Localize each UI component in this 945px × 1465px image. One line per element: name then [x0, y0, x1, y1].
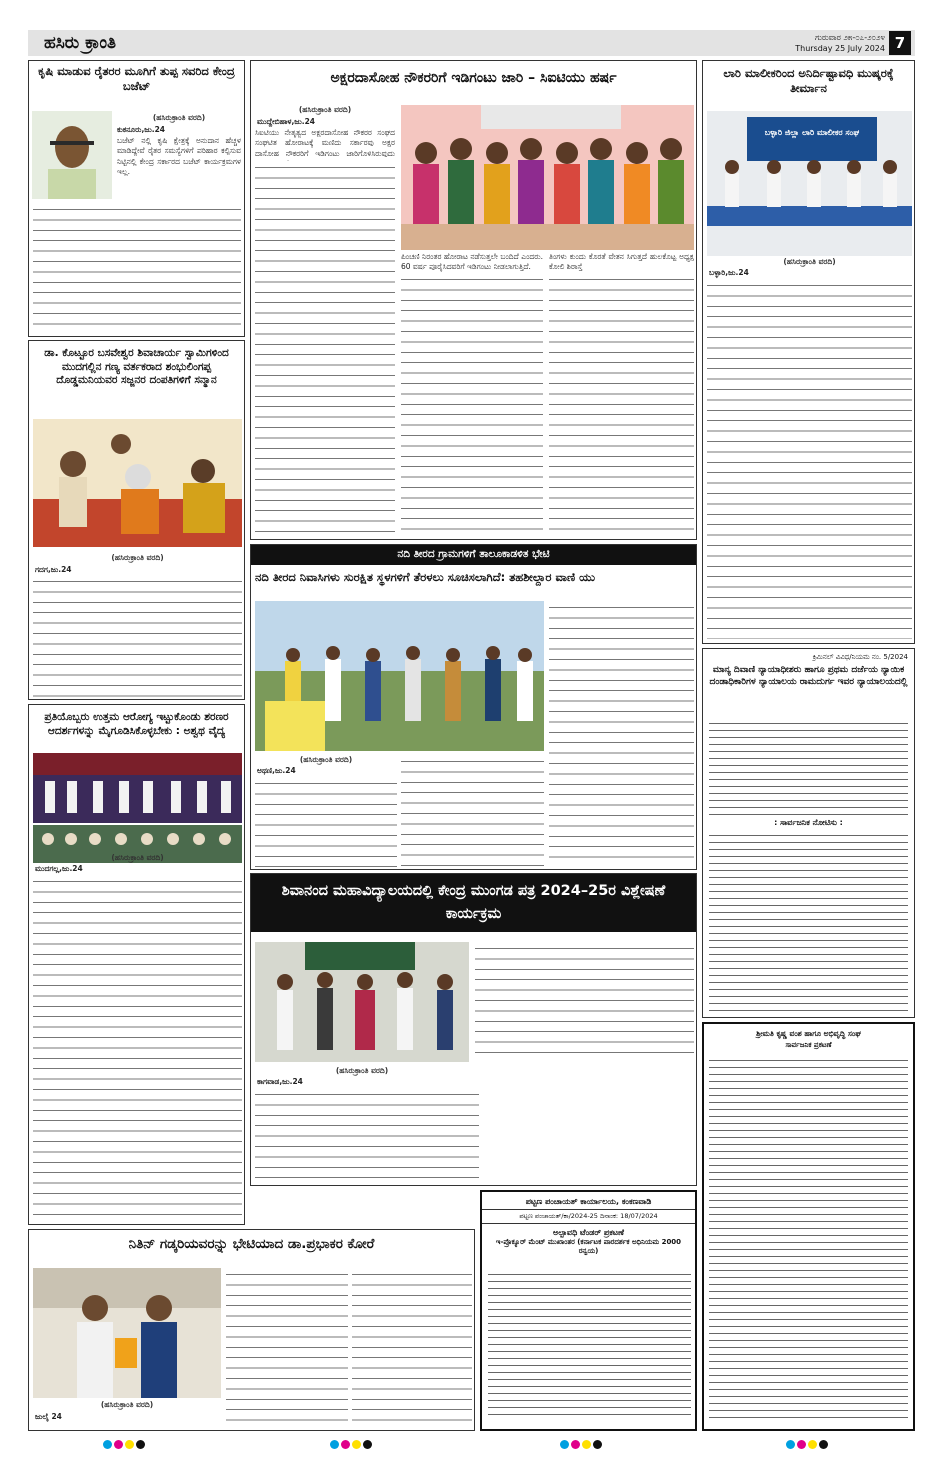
article-body-lead: ಬಜೆಟ್ ನಲ್ಲಿ ಕೃಷಿ ಕ್ಷೇತ್ರಕ್ಕೆ ಅನುದಾನ ಹೆಚ್ಚಳ ಮಾಡಿದ್ದೇವೆ ರೈತರ ಸಮಸ್ಯೆಗಳಿಗೆ ಪರಿಹಾರ ಕಲ್ಪಿಸುವ ನಿಟ್ಟಿನಲ್ಲಿ ಕೇಂದ್ರ ಸರ್ಕಾರದ ಬಜೆಟ್ ಕಾರ್ಯಕ್ರಮಗಳ ಇಲ್ಲ.	[117, 136, 241, 177]
article-budget-farmers	[28, 60, 245, 337]
article-dateline: ಜುಲೈ 24	[35, 1412, 62, 1421]
tender-ref: ಪಟ್ಟಣ ಪಂಚಾಯತ್/ಕಾ/2024-25 ದಿನಾಂಕ: 18/07/2024	[482, 1209, 695, 1224]
tender-office: ಪಟ್ಟಣ ಪಂಚಾಯತ್ ಕಾರ್ಯಾಲಯ, ಕಂಕಣವಾಡಿ	[525, 1197, 652, 1206]
registration-marks-1	[103, 1440, 145, 1449]
article-headline: ನಿತಿನ್ ಗಡ್ಕರಿಯವರನ್ನು ಭೇಟಿಯಾದ ಡಾ.ಪ್ರಭಾಕರ ಕೋರೆ	[128, 1236, 375, 1252]
article-dateline: ಮುದ್ದೇಬಿಹಾಳ,ಜು.24	[257, 117, 316, 126]
article-dateline: ಬಳ್ಳಾರಿ,ಜು.24	[709, 268, 749, 277]
registration-marks-2	[330, 1440, 372, 1449]
article-headline: ಅಕ್ಷರದಾಸೋಹ ನೌಕರರಿಗೆ ಇಡಿಗಂಟು ಜಾರಿ – ಸಿಐಟಿಯು ಹರ್ಷ	[330, 70, 617, 86]
article-body-col2	[549, 601, 694, 867]
article-body-col3-lead: ಪಿಂಚಣಿ ನಿರಂತರ ಹೋರಾಟ ನಡೆಸುತ್ತಲೇ ಬಂದಿದೆ ಎಂದರು. 60 ವರ್ಷ ಪೂರೈಸಿದವರಿಗೆ ಇಡಿಗಂಟು ನೀಡಲಾಗುತ್ತಿದೆ.	[401, 252, 543, 272]
article-body-col3	[352, 1268, 472, 1426]
association-banner: ಬಳ್ಳಾರಿ ಜಿಲ್ಲಾ ಲಾರಿ ಮಾಲೀಕರ ಸಂಘ	[764, 128, 860, 137]
article-byline: (ಹಸಿರುಕ್ರಾಂತಿ ವರದಿ)	[335, 1066, 389, 1075]
court-section-title: : ಸಾರ್ವಜನಿಕ ನೋಟಿಸು :	[774, 818, 843, 827]
notice-body-text	[709, 1056, 908, 1424]
tender-notice	[480, 1190, 697, 1431]
tender-subtitle: ಇ-ಪ್ರೊಕ್ಯೂರ್ ಮೆಂಟ್ ಮುಖಾಂತರ (ಕರ್ನಾಟಕ ಪಾರದರ್ಶಕ ಅಧಿನಿಯಮ 2000 ರನ್ವಯ)	[495, 1238, 682, 1255]
article-body-col4	[549, 273, 694, 537]
article-gadkari-kore	[28, 1229, 475, 1431]
masthead-title: ಹಸಿರು ಕ್ರಾಂತಿ	[44, 33, 117, 53]
article-byline: (ಹಸಿರುಕ್ರಾಂತಿ ವರದಿ)	[111, 553, 164, 562]
public-notice	[702, 1022, 915, 1431]
article-byline: (ಹಸಿರುಕ್ರಾಂತಿ ವರದಿ)	[152, 113, 206, 122]
article-body-lead: ಸಿಐಟಿಯು ನೇತೃತ್ವದ ಅಕ್ಷರದಾಸೋಹ ನೌಕರರ ಸಂಘದ ಸಂಘಟಿತ ಹೋರಾಟಕ್ಕೆ ಮಣಿದು ಸರ್ಕಾರವು ಅಕ್ಷರ ದಾಸೋಹ ನೌಕರರಿಗೆ ಇಡಿಗಂಟು ಜಾರಿಗೊಳಿಸಿರುವುದು	[255, 128, 395, 158]
felicitation-photo	[33, 419, 242, 547]
issue-date-kannada: ಗುರುವಾರ ೨೫-೦೭-೨೦೨೪	[815, 33, 885, 42]
article-shivananda-budget	[250, 873, 697, 1186]
header-bar	[28, 30, 915, 56]
article-body-col2	[226, 1268, 348, 1426]
article-body-col4-lead: ತಿಂಗಳು ಕುಂದು ಕೊರತೆ ವೇತನ ಸಿಗುತ್ತದೆ ಹುಲಕೊಟ್ಟ ಅಧ್ಯಕ್ಷ ಕೋಲಿ ಶಿರಾಸ್ತೆ	[549, 252, 694, 272]
article-byline: (ಹಸಿರುಕ್ರಾಂತಿ ವರದಿ)	[111, 853, 164, 862]
article-headline: ಲಾರಿ ಮಾಲೀಕರಿಂದ ಅನಿರ್ದಿಷ್ಟಾವಧಿ ಮುಷ್ಕರಕ್ಕೆ ತೀರ್ಮಾನ	[723, 66, 894, 95]
article-body-text	[33, 575, 242, 697]
article-akshara-dasoha	[250, 60, 697, 540]
article-lorry-strike	[702, 60, 915, 644]
article-byline: (ಹಸಿರುಕ್ರಾಂತಿ ವರದಿ)	[100, 1400, 154, 1409]
article-body-text	[33, 203, 241, 333]
workers-group-photo	[401, 105, 694, 250]
article-headline: ಪ್ರತಿಯೊಬ್ಬರು ಉತ್ತಮ ಆರೋಗ್ಯ ಇಟ್ಟುಕೊಂಡು ಶರಣರ ಆದರ್ಶಗಳನ್ನು ಮೈಗೂಡಿಸಿಕೊಳ್ಳಬೇಕು : ಅಶ್ವಥ ವೈದ್ಯ	[44, 711, 229, 737]
registration-marks-3	[560, 1440, 602, 1449]
tender-title: ಅಲ್ಪಾವಧಿ ಟೆಂಡರ್ ಪ್ರಕಟಣೆ	[553, 1228, 624, 1237]
article-byline: (ಹಸಿರುಕ್ರಾಂತಿ ವರದಿ)	[298, 105, 352, 114]
article-body-col2	[475, 942, 694, 1062]
issue-date-english: Thursday 25 July 2024	[795, 44, 885, 53]
issue-date	[795, 32, 885, 54]
article-body-col1	[255, 1088, 479, 1182]
court-ref: ಕ್ರಿಮಿನಲ್ ವಿವಿಧ/ನಿಯಮ ನಂ. 5/2024	[812, 653, 908, 661]
notice-title: ಶ್ರೀಮತಿ ಕೃಷ್ಣ ವಂಶ ಹಾಗೂ ಅಭಿವೃದ್ಧಿ ಸಂಘ	[756, 1029, 861, 1038]
article-byline: (ಹಸಿರುಕ್ರಾಂತಿ ವರದಿ)	[299, 755, 353, 764]
page-number: 7	[889, 31, 911, 55]
article-byline: (ಹಸಿರುಕ್ರಾಂತಿ ವರದಿ)	[783, 257, 836, 266]
article-headline: ಕೃಷಿ ಮಾಡುವ ರೈತರರ ಮೂಗಿಗೆ ತುಪ್ಪ ಸವರಿದ ಕೇಂದ್ರ ಬಜೆಟ್	[38, 64, 235, 93]
article-swamiji-honour	[28, 340, 245, 700]
article-kicker: ನದಿ ತೀರದ ಗ್ರಾಮಗಳಿಗೆ ತಾಲೂಕಾಡಳಿತ ಭೇಟಿ	[251, 545, 696, 565]
article-dateline: ಮುದಗಲ್ಲ,ಜು.24	[35, 864, 83, 873]
article-river-villages	[250, 544, 697, 870]
notice-subtitle: ಸಾರ್ವಜನಿಕ ಪ್ರಕಟಣೆ	[785, 1041, 832, 1049]
article-dateline: ಗದಗ,ಜು.24	[35, 565, 72, 574]
article-headline: ಡಾ. ಕೊಟ್ಟೂರ ಬಸವೇಶ್ವರ ಶಿವಾಚಾರ್ಯ ಸ್ವಾಮಿಗಳಿಂದ ಮುದಗಲ್ಲಿನ ಗಣ್ಯ ವರ್ತಕರಾದ ಶಂಭುಲಿಂಗಪ್ಪ ದೊಡ್ಡಮನಿಯವರ ಸಜ್ಜನರ ದಂಪತಿಗಳಿಗೆ ಸನ್ಮಾನ	[44, 347, 229, 387]
seminar-photo	[255, 942, 469, 1062]
article-body-col1b	[401, 755, 544, 867]
article-body-col1	[255, 777, 397, 867]
article-body-col1	[255, 161, 395, 537]
article-dateline: ಅಥಣಿ,ಜು.24	[257, 766, 296, 775]
court-parties	[709, 719, 908, 815]
article-body-col3	[401, 273, 543, 537]
article-dateline: ಕುಕನೂರು,ಜು.24	[117, 125, 166, 134]
court-title: ಮಾನ್ಯ ದಿವಾಣಿ ನ್ಯಾಯಾಧೀಶರು ಹಾಗೂ ಪ್ರಥಮ ದರ್ಜೆಯ ನ್ಯಾಯಿಕ ದಂಡಾಧಿಕಾರಿಗಳ ನ್ಯಾಯಾಲಯ ರಾಮದುರ್ಗ ಇವರ ನ್ಯಾಯಾಲಯದಲ್ಲಿ	[709, 665, 908, 687]
registration-marks-4	[786, 1440, 828, 1449]
officials-visit-photo	[255, 601, 544, 751]
stage-event-photo	[33, 753, 242, 823]
article-body-text	[707, 279, 912, 639]
meeting-gadkari-photo	[33, 1268, 221, 1398]
article-health-ashwath	[28, 704, 245, 1225]
article-headline: ನದಿ ತೀರದ ನಿವಾಸಿಗಳು ಸುರಕ್ಷಿತ ಸ್ಥಳಗಳಿಗೆ ತೆರಳಲು ಸೂಚಿಸಲಾಗಿದೆ: ತಹಶೀಲ್ದಾರ ವಾಣಿ ಯು	[255, 569, 596, 584]
tender-body-text	[488, 1270, 691, 1420]
article-body-text	[33, 875, 242, 1221]
article-headline: ಶಿವಾನಂದ ಮಹಾವಿದ್ಯಾಲಯದಲ್ಲಿ ಕೇಂದ್ರ ಮುಂಗಡ ಪತ್ರ 2024–25ರ ವಿಶ್ಲೇಷಣೆ ಕಾರ್ಯಕ್ರಮ	[251, 874, 696, 932]
portrait-photo	[32, 111, 112, 199]
article-dateline: ಕಾಗವಾಡ,ಜು.24	[257, 1077, 303, 1086]
court-notice	[702, 648, 915, 1018]
court-body-text	[709, 831, 908, 1011]
